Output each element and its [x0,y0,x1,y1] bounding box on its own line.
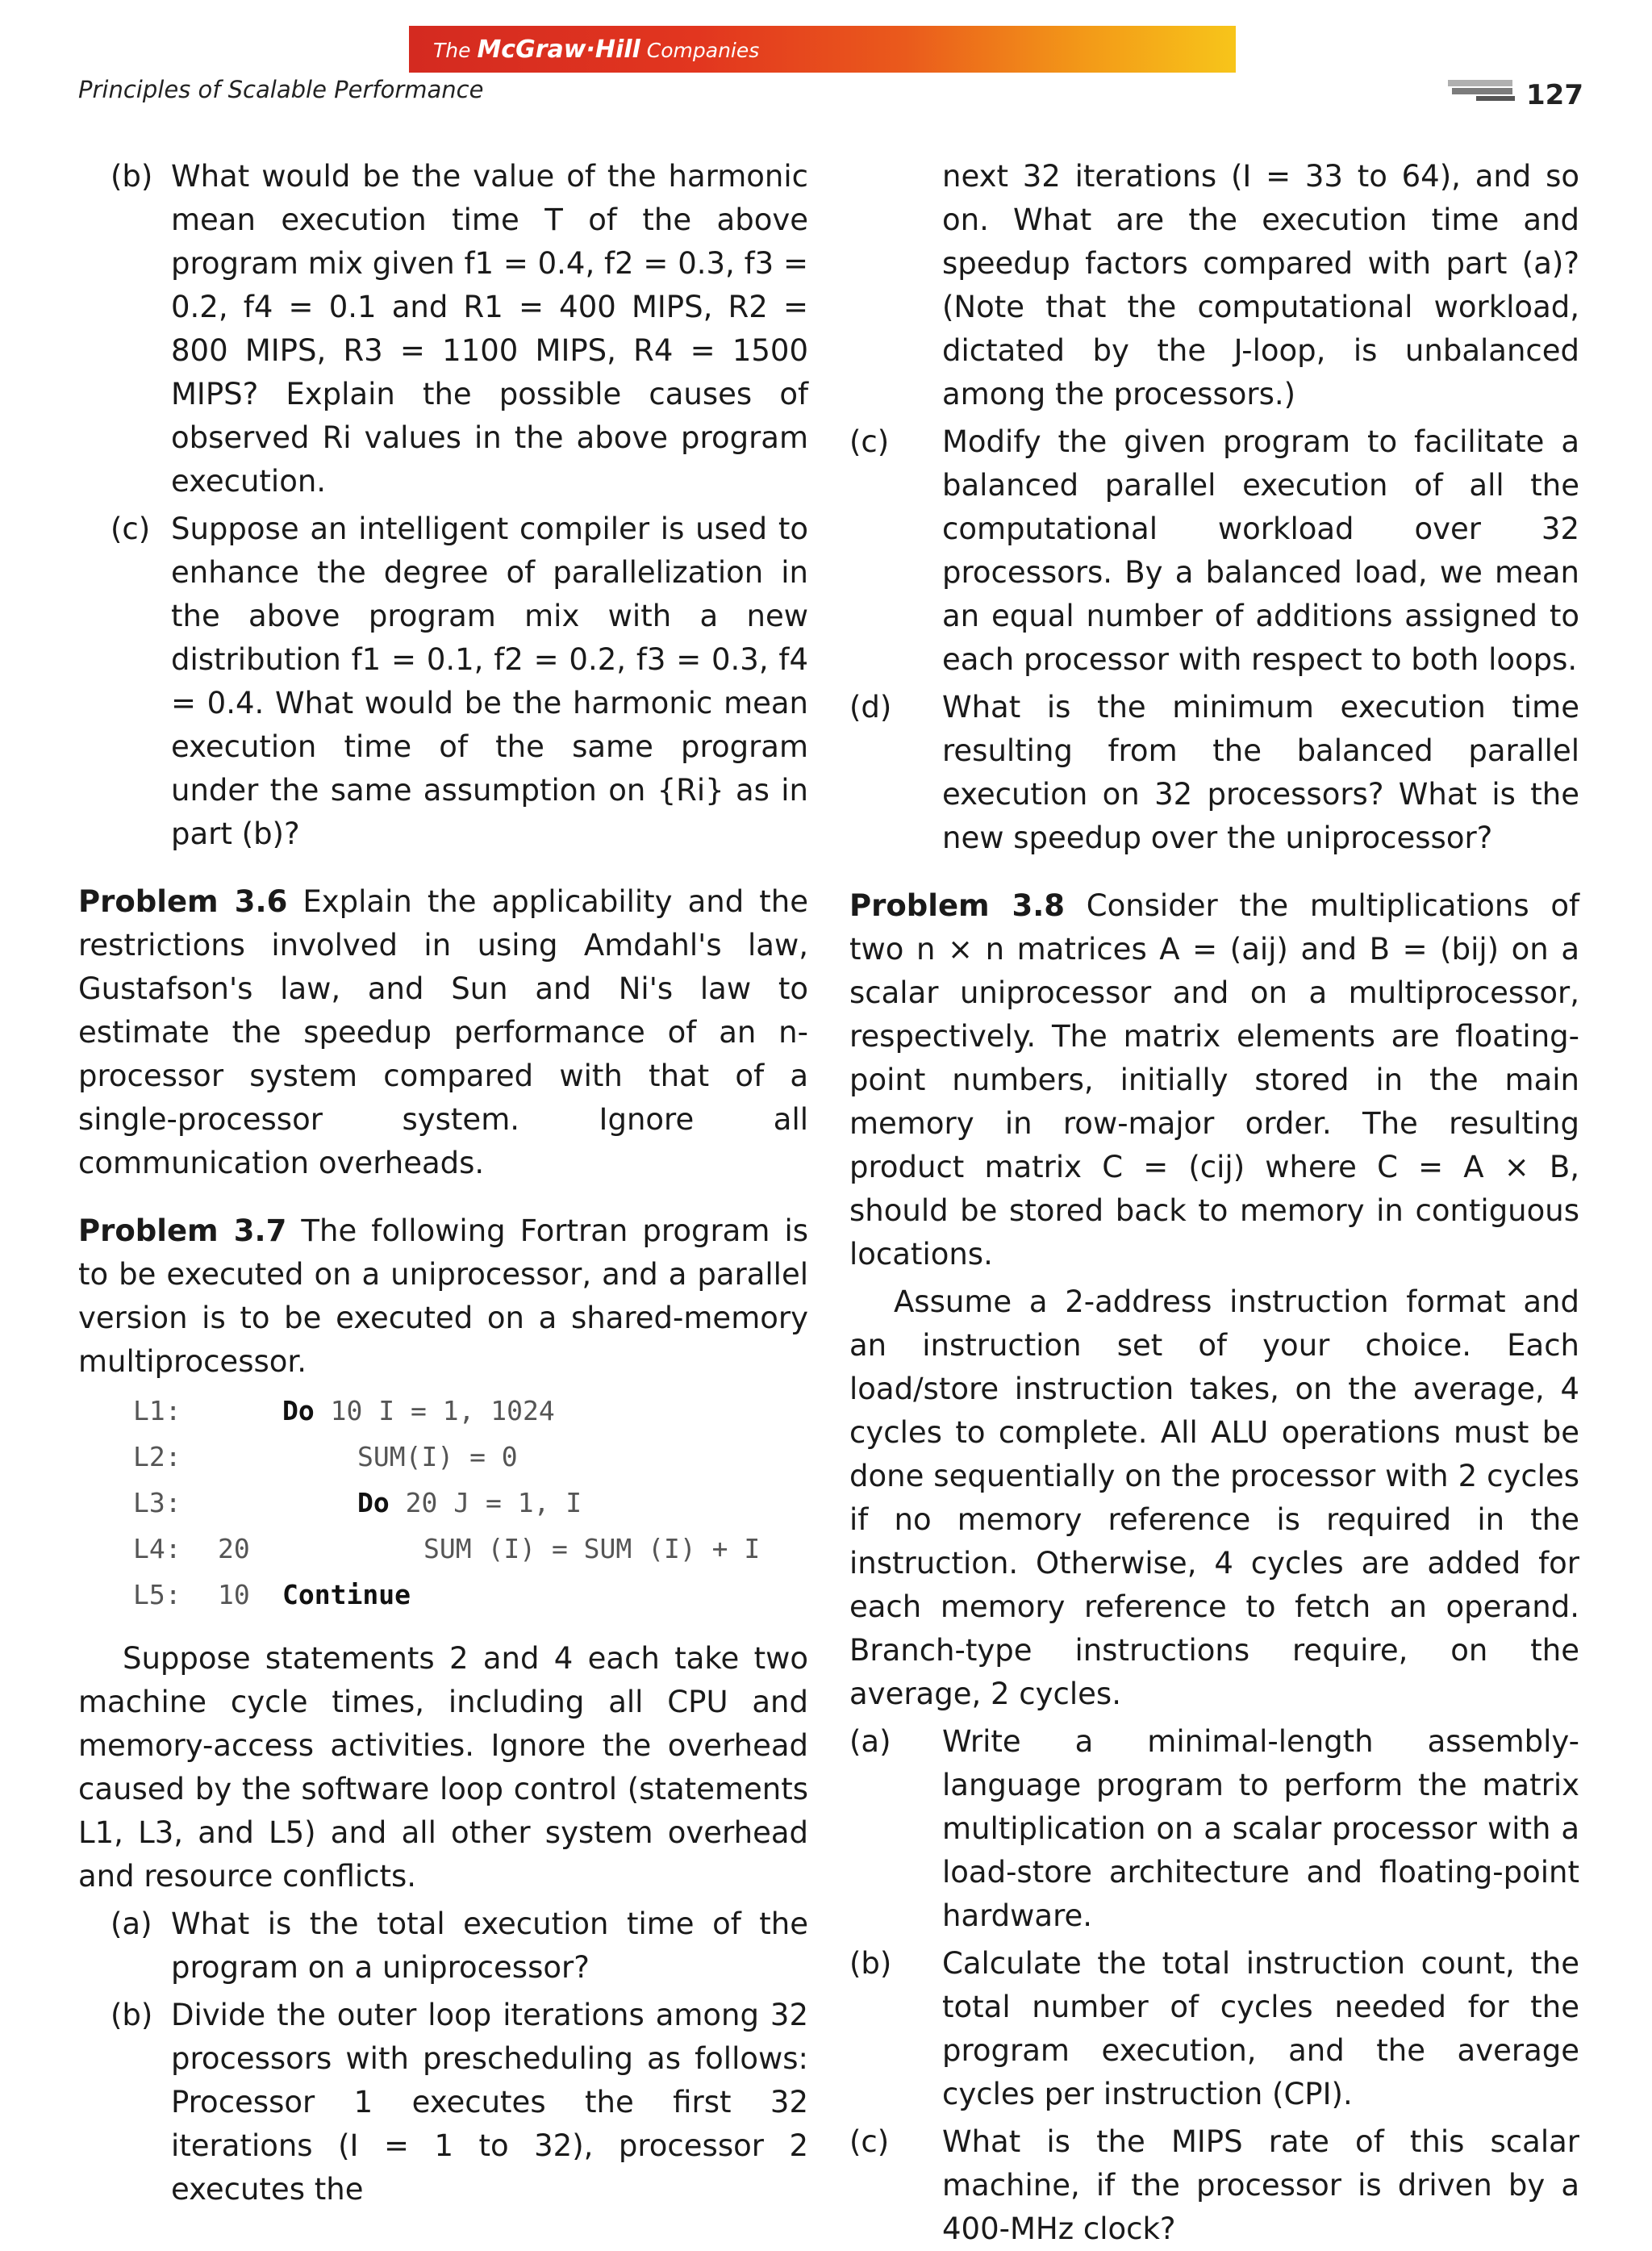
problem-3-7-part-b [78,1994,808,2211]
part-text: Modify the given program to facilitate a balanced parallel execution of all the computational workload over 32 processors. By a balanced load, we mean an equal number of additions assigned to each processor with respect to both loops. [942,424,1579,677]
part-text: Divide the outer loop iterations among 32 processors with prescheduling as follows: Processor 1 executes the first 32 iterations (I = 1 to 32), processor 2 executes the [171,1998,808,2207]
problem-3-8-part-c [849,2120,1579,2251]
problem-3-6 [78,880,808,1185]
part-text: What would be the value of the harmonic mean execution time T of the above program mix given f1 = 0.4, f2 = 0.3, f3 = 0.2, f4 = 0.1 and R1 = 400 MIPS, R2 = 800 MIPS, R3 = 1100 MIPS, R4 = 1500 MIPS? Explain the possible causes of observed Ri values in the above program execution. [171,159,808,499]
problem-heading: Problem 3.8 [849,888,1065,923]
problem-3-5-part-b [78,155,808,503]
publisher-name: McGraw·Hill [477,35,640,64]
problem-3-7-part-c [849,420,1579,682]
part-label: (d) [849,690,892,725]
problem-3-7-part-b-continued [849,155,1579,416]
problem-3-7 [78,1209,808,1384]
code-line: L4: 20 SUM (I) = SUM (I) + I [133,1533,761,1564]
part-text: Calculate the total instruction count, the total number of cycles needed for the program execution, and the average cycles per instruction (CPI). [942,1946,1579,2111]
publisher-prefix: The [433,39,478,62]
problem-heading: Problem 3.7 [78,1213,287,1248]
code-line: L2: SUM(I) = 0 [133,1441,518,1472]
part-text: Write a minimal-length assembly-language program to perform the matrix multiplication on a scalar processor with a load-store architecture and floating-point hardware. [942,1724,1579,1933]
problem-3-8-part-a [849,1720,1579,1938]
problem-3-5-part-c [78,507,808,856]
code-line: L3: Do 20 J = 1, I [133,1487,582,1518]
page-number: 127 [1526,79,1583,111]
problem-text: Explain the applicability and the restrictions involved in using Amdahl's law, Gustafson's law, and Sun and Ni's law to estimate the speedup performance of an n-processor system compared with that of a single-processor system. Ignore all communication overheads. [78,884,808,1180]
assumption-paragraph: Assume a 2-address instruction format and an instruction set of your choice. Each load/store instruction takes, on the average, 4 cycles to complete. All ALU operations must be done sequentially on the processor with 2 cycles if no memory reference is required in the instruction. Otherwise, 4 cycles are added for each memory reference to fetch an operand. Branch-type instructions require, on the average, 2 cycles. [849,1284,1579,1711]
problem-text: The following Fortran program is to be executed on a uniprocessor, and a parallel version is to be executed on a shared-memory multiprocessor. [78,1213,808,1379]
publisher-logo [433,35,759,64]
part-label: (a) [849,1724,891,1759]
part-text: What is the minimum execution time resulting from the balanced parallel execution on 32 processors? What is the new speedup over the uniprocessor? [942,690,1579,855]
part-label: (b) [111,1998,153,2032]
fortran-code [78,1384,808,1618]
left-column [78,155,808,2211]
problem-3-7-part-a [78,1902,808,1990]
code-line: L5: 10 Continue [133,1579,411,1610]
problem-3-8 [849,884,1579,1276]
part-label: (a) [111,1906,152,1941]
problem-heading: Problem 3.6 [78,884,288,919]
part-label: (b) [111,159,153,194]
problem-3-8-part-b [849,1942,1579,2116]
part-text: What is the MIPS rate of this scalar machine, if the processor is driven by a 400-MHz clock? [942,2124,1579,2246]
part-label: (c) [849,2124,890,2159]
part-text: What is the total execution time of the program on a uniprocessor? [171,1906,808,1985]
part-text: next 32 iterations (I = 33 to 64), and so on. What are the execution time and speedup factors compared with part (a)? (Note that the computational workload, dictated by the J-loop, is unbalanced among the processors.) [942,159,1579,411]
code-line: L1: Do 10 I = 1, 1024 [133,1395,555,1426]
problem-text: Consider the multiplications of two n × n matrices A = (aij) and B = (bij) on a scalar uniprocessor and on a multiprocessor, respectively. The matrix elements are floating-point numbers, initially stored in the main memory in row-major order. The resulting product matrix C = (cij) where C = A × B, should be stored back to memory in contiguous locations. [849,888,1580,1272]
publisher-banner [409,26,1236,73]
right-column [849,155,1579,2251]
running-title: Principles of Scalable Performance [78,76,484,103]
publisher-suffix: Companies [640,39,760,62]
part-text: Suppose an intelligent compiler is used to enhance the degree of parallelization in the above program mix with a new distribution f1 = 0.1, f2 = 0.2, f3 = 0.3, f4 = 0.4. What would be the harmonic mean execution time of the same program under the same assumption on {Ri} as in part (b)? [171,512,808,851]
part-label: (c) [111,512,151,546]
part-label: (b) [849,1946,892,1981]
problem-3-7-part-d [849,686,1579,860]
part-label: (c) [849,424,890,459]
assumption-paragraph: Suppose statements 2 and 4 each take two machine cycle times, including all CPU and memory-access activities. Ignore the overhead caused by the software loop control (statements L1, L3, and L5) and all other system overhead and resource conflicts. [78,1641,808,1894]
